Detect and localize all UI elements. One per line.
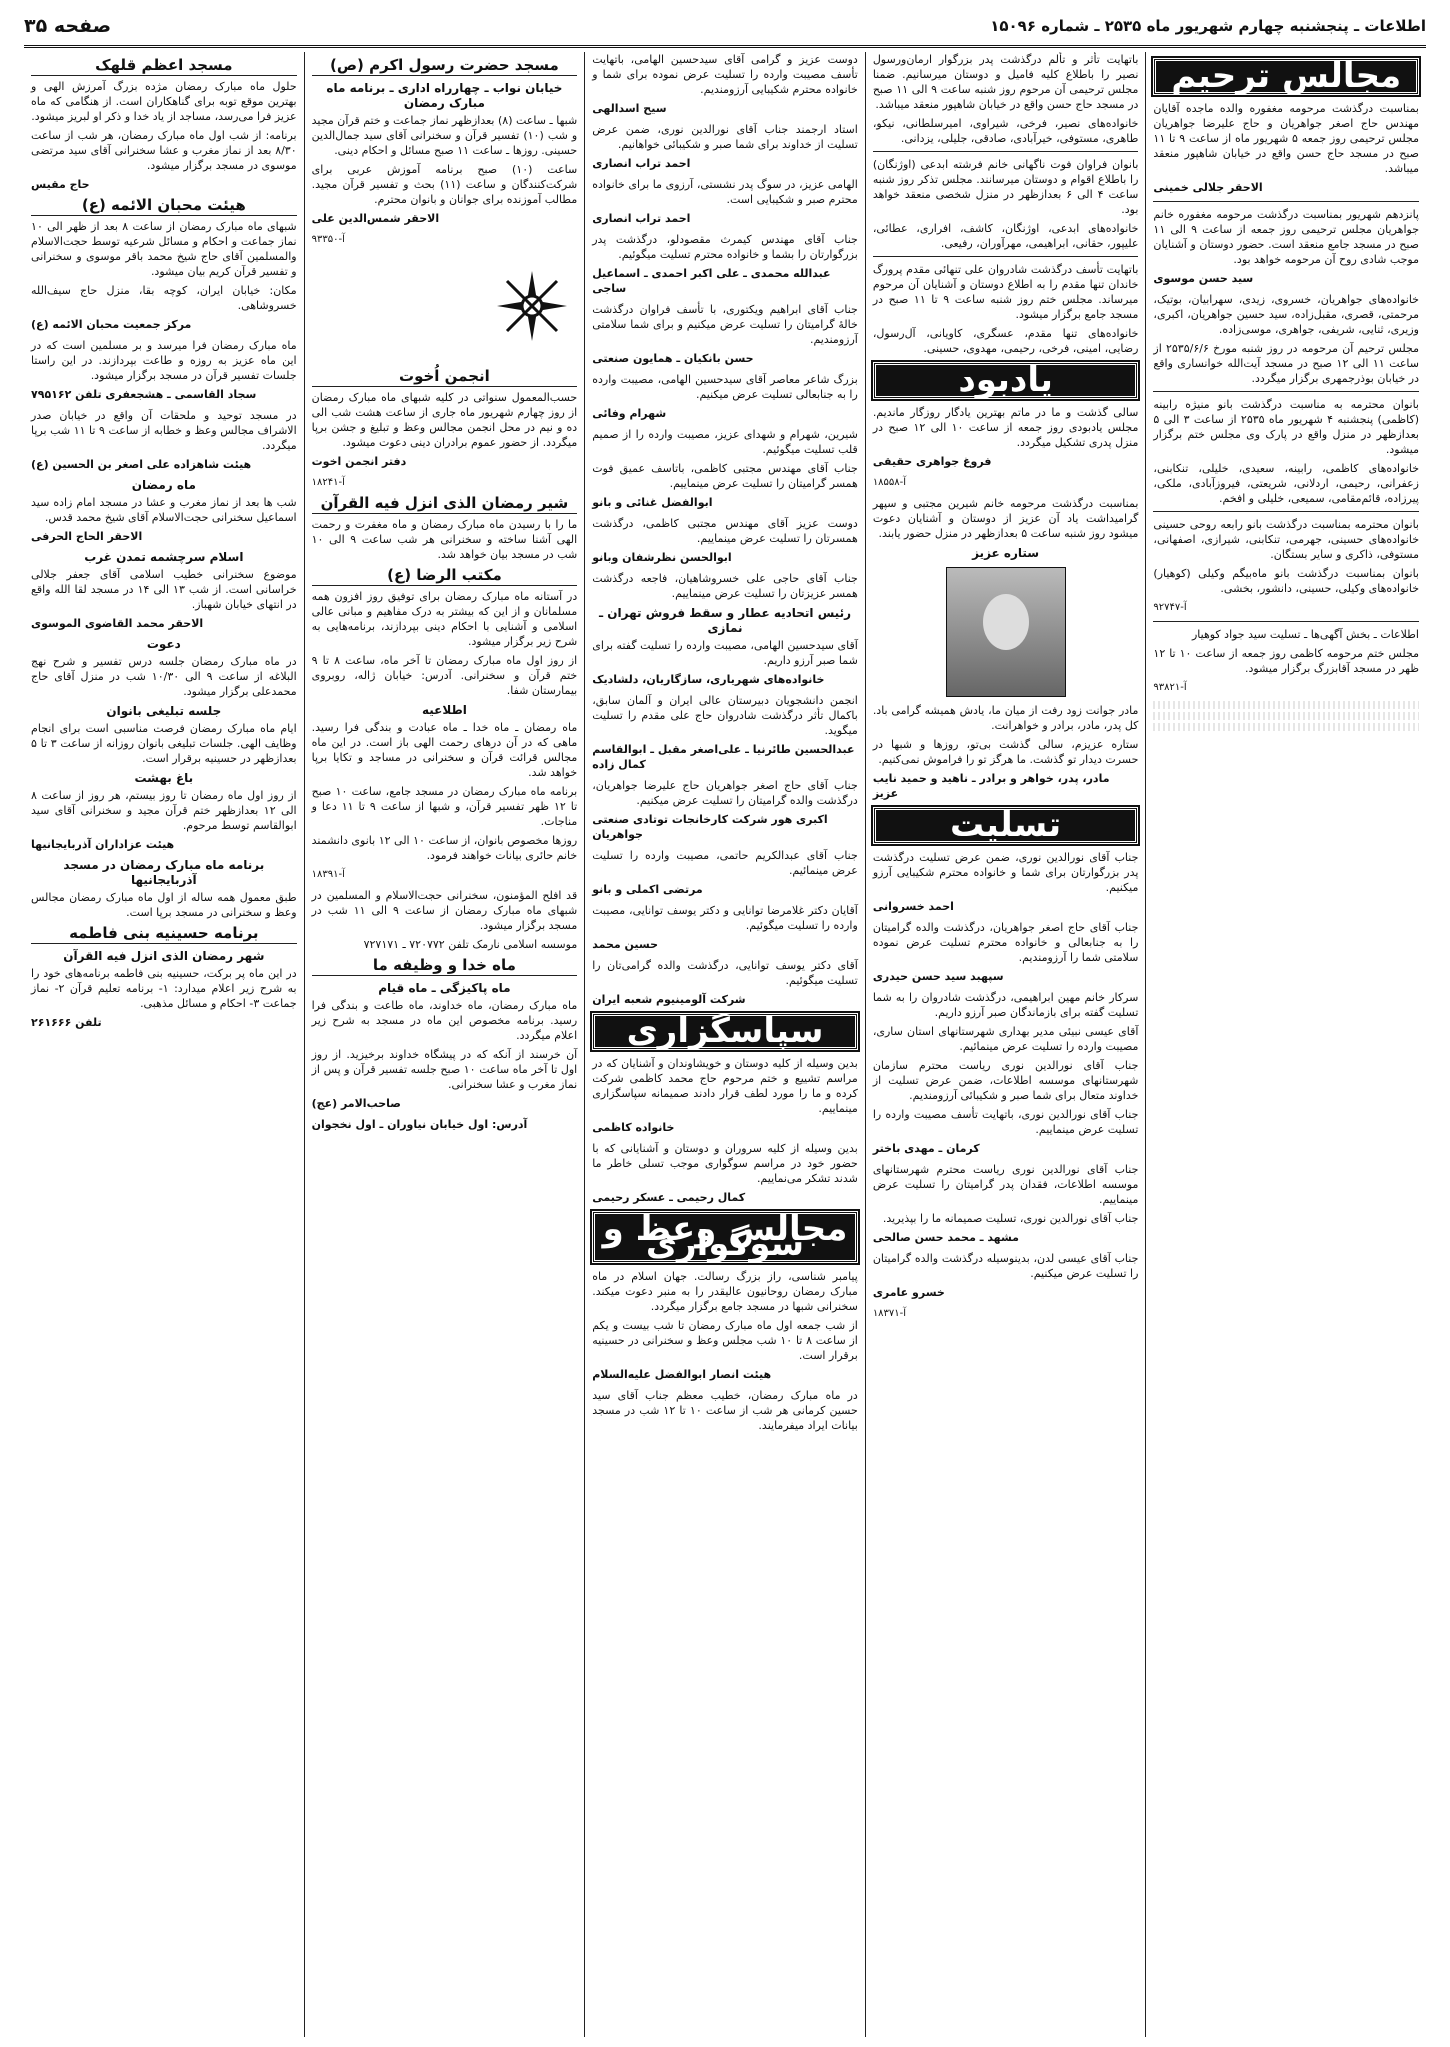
notice-text: مجلس ختم مرحومه کاظمی روز جمعه از ساعت ۱۰ تا ۱۲ ظهر در مسجد آقابزرگ برگزار میشود. [1153, 647, 1419, 675]
column-1 [1145, 52, 1426, 2037]
notice-heading: اطلاعیه [421, 703, 467, 717]
notice-text: الهامی عزیز، در سوگ پدر نشستی، آرزوی ما برای خانواده محترم صبر و شکیبایی است. [592, 178, 858, 206]
notice-signature: هیئت انصار ابوالفضل علیه‌السلام [592, 1368, 772, 1381]
text-filler [1153, 723, 1419, 731]
notice-text: ماه مبارک رمضان فرا میرسد و بر مسلمین است که در این ماه عزیز به روزه و طاعت بپردازند. در این راستا جلسات تفسیر قرآن در مسجد برگزار میشود. [31, 339, 297, 382]
notice-text: در آستانه ماه مبارک رمضان برای توفیق روز افزون همه مسلمانان و از این که بیشتر به درک مفاهیم و مبانی عالی اسلامی و آشنایی با احکام دینی بپردازند، برنامه‌هایی به شرح زیر برگزار میشود. [311, 590, 578, 648]
notice-text: ما را با رسیدن ماه مبارک رمضان و ماه مغفرت و رحمت الهی آشنا ساخته و سخنرانی هر شب ساعت ۹ الی ۱۰ شب در مسجد بیان خواهد شد. [311, 518, 578, 561]
notice-text: جناب آقای عبدالکریم حاتمی، مصیبت وارده را تسلیت عرض مینمائیم. [592, 849, 858, 877]
section-heading: شیر رمضان الذی انزل فیه القرآن [312, 496, 578, 514]
ad-code: آ-۹۳۸۲۱ [1153, 682, 1187, 693]
notice-signature: سپهبد سید حسن حیدری [872, 970, 1004, 983]
notice-text: مکان: خیابان ایران، کوچه بقا، منزل حاج سیف‌الله خسروشاهی. [31, 284, 297, 312]
notice-heading: ماه پاکیزگی ـ ماه قیام [378, 981, 511, 995]
portrait-photo [946, 567, 1066, 697]
notice-text: طبق معمول همه ساله از اول ماه مبارک رمضان مجالس وعظ و سخنرانی در مسجد برپا است. [31, 891, 297, 919]
notice-signature: الاحقر محمد القاضوی الموسوی [31, 617, 204, 630]
divider [1153, 621, 1419, 622]
notice-signature: شهرام وفائی [592, 407, 667, 420]
section-heading: هیئت محبان الائمه (ع) [31, 198, 297, 216]
notice-text: خانواده‌های نصیر، فرخی، شیراوی، امیرسلطانی، نیکو، طاهری، مستوفی، خیرآبادی، صادقی، جلیلی، یزدانی. [872, 117, 1139, 145]
notice-text: از روز اول ماه مبارک رمضان تا آخر ماه، ساعت ۸ تا ۹ ختم قرآن و سخنرانی. آدرس: خیابان ژاله، روبروی بیمارستان شفا. [311, 654, 578, 697]
notice-text: مادر جوانت زود رفت از میان ما، یادش همیشه گرامی باد. کل پدر، مادر، برادر و خواهرانت. [872, 704, 1139, 732]
divider [1153, 391, 1419, 392]
notice-text: شب ها بعد از نماز مغرب و عشا در مسجد امام زاده سید اسماعیل سخنرانی حجت‌الاسلام آقای شیخ محمد قدس. [31, 496, 297, 524]
column-3 [584, 52, 865, 2037]
notice-signature: عبدالحسین طائرنیا ـ علی‌اصغر مقبل ـ ابوالقاسم کمال زاده [592, 743, 855, 771]
notice-text: جناب آقای نورالدین نوری ریاست محترم سازمان شهرستانهای موسسه اطلاعات، ضمن عرض تسلیت از خداوند متعال برای شما صبر و شکیبائی آرزومندیم. [872, 1059, 1139, 1102]
notice-signature: آدرس: اول خیابان نیاوران ـ اول نخجوان [311, 1118, 528, 1131]
notice-heading: خیابان نواب ـ چهارراه اداری ـ برنامه ماه مبارک رمضان [326, 81, 563, 110]
notice-text: آقایان دکتر غلامرضا توانایی و دکتر یوسف توانایی، مصیبت وارده را تسلیت میگوئیم. [592, 904, 858, 932]
section-banner-condolence: تسلیت [873, 807, 1139, 844]
notice-text: جناب آقای حاجی علی خسروشاهیان، فاجعه درگذشت همسر عزیزتان را تسلیت عرض مینماییم. [592, 572, 858, 600]
issue-info: اطلاعات ـ پنجشنبه چهارم شهریور ماه ۲۵۳۵ ـ شماره ۱۵۰۹۶ [990, 16, 1426, 35]
notice-text: خانواده‌های کاظمی، رابینه، سعیدی، خلیلی، تنکابنی، زعفرانی، رحیمی، اردلانی، شریعتی، فیروزآبادی، ملکی، پیرزاده، قائم‌مقامی، سمیعی، خلیلی و افخم. [1153, 462, 1419, 505]
column-4 [304, 52, 585, 2037]
notice-heading: جلسه تبلیغی بانوان [106, 704, 222, 718]
notice-text: در ماه مبارک رمضان جلسه درس تفسیر و شرح نهج البلاغه از ساعت ۹ الی ۱۰/۳۰ شب در منزل آقای حاج محمدعلی برگزار میشود. [31, 655, 297, 698]
notice-signature: حسن بانکیان ـ همایون صنعتی [592, 352, 754, 365]
notice-text: باتهایت تأسف درگذشت شادروان علی تنهائی مقدم پرورگ خاندان تنها مقدم را به اطلاع دوستان و آشنایان آن مرحوم میرساند. مجلس ختم روز شنبه ساعت ۹ تا ۱۱ صبح در مسجد جامع برگزار میشود. [872, 263, 1139, 321]
section-banner-memorial: مجالس ترحیم [1153, 58, 1419, 95]
section-banner-gratitude: سپاسگزاری [592, 1013, 858, 1050]
notice-text: باتهایت تأثر و تألم درگذشت پدر بزرگوار ارمان‌ورسول نصیر را باطلاع کلیه فامیل و دوستان میرسانیم. ضمنا مجلس ترحیمی آن مرحوم روز شنبه ساعت ۹ الی ۱۱ صبح در مسجد حاج حسن واقع در خیابان شاهپور منعقد میباشد. [872, 53, 1139, 111]
notice-signature: مرتضی اکملی و بانو [592, 883, 703, 896]
notice-text: در ماه مبارک رمضان، خطیب معظم جناب آقای سید حسین کرمانی هر شب از ساعت ۱۰ تا ۱۲ شب در مسجد بیانات ایراد میفرمایند. [592, 1389, 858, 1432]
notice-text: حلول ماه مبارک رمضان مژده بزرگ آمرزش الهی و بهترین موقع توبه برای گناهکاران است. از هنگامی که ماه عزیز فرا می‌رسد، مساجد از یاد خدا و ذکر او لبریز میشود. [31, 80, 297, 123]
notice-text: دوست عزیز آقای مهندس مجتبی کاظمی، درگذشت همسرتان را تسلیت عرض مینماییم. [592, 517, 858, 545]
divider [1153, 511, 1419, 512]
notice-text: بدین وسیله از کلیه سروران و دوستان و آشنایانی که با حضور خود در مراسم سوگواری موجب تسلی خاطر ما شدند تشکر می‌نماییم. [592, 1142, 858, 1185]
notice-heading: اسلام سرچشمه تمدن غرب [84, 550, 244, 564]
notice-text: جناب آقای مهندس مجتبی کاظمی، باتاسف عمیق فوت همسر گرامیتان را تسلیت عرض مینماییم. [592, 462, 858, 490]
notice-text: جناب آقای نورالدین نوری، تسلیت صمیمانه ما را بپذیرید. [882, 1212, 1139, 1225]
text-filler [1153, 701, 1419, 709]
column-5 [24, 52, 304, 2037]
notice-text: بانوان بمناسبت درگذشت بانو ماه‌بیگم وکیلی (کوهیار) خانواده‌های وکیلی، حسینی، دانشور، بخشی. [1153, 567, 1419, 595]
masthead [24, 12, 1426, 48]
notice-signature: احمد تراب انصاری [592, 157, 691, 170]
notice-text: قد افلح المؤمنون، سخنرانی حجت‌الاسلام و المسلمین در شبهای ماه مبارک رمضان از ساعت ۹ الی ۱۱ شب در مسجد برگزار میشود. [311, 889, 578, 932]
notice-heading: رئیس اتحادیه عطار و سقط فروش تهران ـ نمازی [599, 606, 851, 635]
notice-text: جناب آقای مهندس کیمرث مقصودلو، درگذشت پدر بزرگوارتان را بشما و خانواده محترم تسلیت میگوئیم. [592, 233, 858, 261]
columns [24, 52, 1426, 2037]
notice-signature: حاج مقیس [31, 178, 90, 191]
notice-heading: شهر رمضان الذی انزل فیه القرآن [63, 949, 265, 963]
notice-text: آقای عیسی نبیئی مدیر بهداری شهرستانهای استان ساری، مصیبت وارده را تسلیت عرض مینمائیم. [872, 1025, 1139, 1053]
ad-code: آ-۱۸۳۷۱ [872, 1308, 907, 1319]
notice-text: بدین وسیله از کلیه دوستان و خویشاوندان و آشنایان که در مراسم تشییع و ختم مرحوم حاج محمد کاظمی شرکت کرده و ما را مورد لطف قرار دادند صمیمانه سپاسگزاری مینماییم. [592, 1057, 858, 1115]
notice-text: خانواده‌های تنها مقدم، عسگری، کاویانی، آل‌رسول، رضایی، امینی، فرخی، رحیمی، مهدوی، حسینی. [872, 327, 1139, 355]
section-heading: مکتب الرضا (ع) [312, 568, 578, 586]
notice-text: در مسجد توحید و ملحقات آن واقع در خیابان صدر الاشراف مجالس وعظ و خطابه از ساعت ۹ تا ۱۱ شب برپا میگردد. [31, 409, 297, 452]
section-heading: مسجد اعظم قلهک [31, 58, 297, 76]
notice-signature: سید حسن موسوی [1153, 272, 1254, 285]
ad-code: آ-۹۳۳۵۰ [311, 234, 345, 245]
notice-signature: سیح اسدالهی [592, 102, 667, 115]
notice-signature: ابوالحسن نظرشفان وبانو [592, 551, 732, 564]
notice-text: جناب آقای نورالدین نوری، ضمن عرض تسلیت درگذشت پدر بزرگوارتان برای شما و خانواده محترم شکیبایی آرزو میکنیم. [872, 851, 1139, 894]
notice-signature: الاحقر جلالی خمینی [1153, 181, 1263, 194]
notice-text: بانوان محترمه به مناسبت درگذشت بانو منیژه رابینه (کاظمی) پنجشنبه ۴ شهریور ماه ۲۵۳۵ از ساعت ۳ الی ۵ بعدازظهر در منزل واقع در پارک وی مجلس ختم برگزار میشود. [1153, 398, 1419, 456]
notice-signature: هیئت شاهزاده علی اصغر بن الحسین (ع) [31, 458, 252, 471]
notice-text: شبها ـ ساعت (۸) بعدازظهر نماز جماعت و ختم قرآن مجید و شب (۱۰) تفسیر قرآن و سخنرانی آقای سید جمال‌الدین حسینی. روزها ـ ساعت ۱۱ صبح مسائل و احکام دینی. [311, 114, 578, 157]
notice-text: ماه رمضان ـ ماه خدا ـ ماه عبادت و بندگی فرا رسید. ماهی که در آن درهای رحمت الهی باز است. در این ماه مجالس قرائت قرآن و سخنرانی در مساجد و تکایا برپا خواهد شد. [311, 721, 578, 779]
notice-text: دوست عزیز و گرامی آقای سیدحسین الهامی، باتهایت تأسف مصیبت وارده را تسلیت عرض نموده برای شما و خانواده محترم شکیبایی آرزومندیم. [592, 53, 858, 96]
notice-text: ایام ماه مبارک رمضان فرصت مناسبی است برای انجام وظایف الهی. جلسات تبلیغی بانوان روزانه از ساعت ۳ تا ۵ بعدازظهر در حسینیه برقرار است. [31, 722, 297, 765]
notice-text: پیامبر شناسی، راز بزرگ رسالت. جهان اسلام در ماه مبارک رمضان روحانیون عالیقدر را به منبر دعوت میکند. سخنرانی شبها در مسجد جامع برگزار میگردد. [592, 1270, 858, 1313]
notice-text: ساعت (۱۰) صبح برنامه آموزش عربی برای شرکت‌کنندگان و ساعت (۱۱) بحث و تفسیر قرآن مجید. مطالب آموزنده برای جوانان و بانوان محترم. [311, 163, 578, 206]
notice-text: از شب جمعه اول ماه مبارک رمضان تا شب بیست و یکم از ساعت ۸ تا ۱۰ شب مجلس وعظ و سخنرانی در حسینیه برقرار است. [592, 1319, 858, 1362]
notice-text: آقای سیدحسین الهامی، مصیبت وارده را تسلیت گفته برای شما صبر آرزو داریم. [592, 639, 858, 667]
section-heading: برنامه حسینیه بنی فاطمه [31, 926, 297, 944]
notice-text: انجمن دانشجویان دبیرستان عالی ایران و آلمان سابق، باکمال تأثر درگذشت شادروان حاج علی مقدم را تسلیت میگوید. [592, 694, 858, 737]
notice-signature: احمد تراب انصاری [592, 212, 691, 225]
notice-signature: کرمان ـ مهدی باختر [872, 1142, 980, 1155]
notice-text: از روز اول ماه رمضان تا روز بیستم، هر روز از ساعت ۸ الی ۱۲ بعدازظهر ختم قرآن مجید و سخنرانی آقای سید ابوالقاسم توسط مرحوم. [31, 789, 297, 832]
notice-signature: ابوالفضل غنائی و بانو [592, 496, 713, 509]
notice-text: در این ماه پر برکت، حسینیه بنی فاطمه برنامه‌های خود را به شرح زیر اعلام میدارد: ۱- برنامه تعلیم قرآن ۲- نماز جماعت ۳- احکام و مسائل مذهبی. [31, 967, 297, 1010]
page-number: صفحه ۳۵ [24, 14, 112, 37]
notice-text: شیرین، شهرام و شهدای عزیز، مصیبت وارده را از صمیم قلب تسلیت میگوئیم. [592, 428, 858, 456]
notice-text: شبهای ماه مبارک رمضان از ساعت ۸ بعد از ظهر الی ۱۰ نماز جماعت و احکام و مسائل شرعیه توسط حجت‌الاسلام والمسلمین آقای حاج شیخ محمد باقر موسوی و سخنرانی و تفسیر قرآن کریم بیان میشود. [31, 220, 297, 278]
notice-text: سرکار خانم مهین ابراهیمی، درگذشت شادروان را به شما تسلیت گفته برای بازماندگان صبر آرزو داریم. [872, 991, 1139, 1019]
notice-text: جناب آقای عیسی لدن، بدینوسیله درگذشت والده گرامیتان را تسلیت عرض میکنیم. [872, 1252, 1139, 1280]
notice-text: حسب‌المعمول سنواتی در کلیه شبهای ماه مبارک رمضان از روز چهارم شهریور ماه جاری از ساعت هشت شب الی ده و نیم در محل انجمن مجالس وعظ و تبلیغ و جشن برپا میگردد. از حضور عموم برادران دینی دعوت میشود. [311, 391, 578, 449]
text-filler [1153, 712, 1419, 720]
notice-signature: اکبری هور شرکت کارخانجات توتادی صنعتی جواهریان [592, 813, 828, 841]
notice-text: اطلاعات ـ بخش آگهی‌ها ـ تسلیت سید جواد کوهیار [1191, 628, 1419, 641]
notice-text: بانوان محترمه بمناسبت درگذشت بانو رابعه روحی حسینی خانواده‌های حسینی، جهرمی، تنکابنی، شیرازی، اصفهانی، مستوفی، ذاکری و سایر بستگان. [1153, 518, 1419, 561]
notice-signature: شرکت آلومینیوم شعبه ایران [592, 993, 746, 1006]
notice-text: موضوع سخنرانی خطیب اسلامی آقای جعفر جلالی خراسانی است. از شب ۱۳ الی ۱۴ در مسجد لقا الله واقع در انتهای خیابان شهباز. [31, 568, 297, 611]
notice-signature: صاحب‌الامر (عج) [311, 1097, 401, 1110]
section-heading: مسجد حضرت رسول اکرم (ص) [312, 58, 578, 76]
ad-code: آ-۱۸۲۴۱ [311, 477, 345, 488]
notice-text: آن خرسند از آنکه که در پیشگاه خداوند برخیزید. از روز اول تا آخر ماه ساعت ۱۰ صبح جلسه تفسیر قرآن و پس از نماز مغرب و عشا سخنرانی. [311, 1048, 578, 1091]
notice-signature: مادر، پدر، خواهر و برادر ـ ناهید و حمید نایب عزیز [872, 772, 1110, 800]
section-heading: انجمن اُخوت [312, 369, 578, 387]
notice-text: استاد ارجمند جناب آقای نورالدین نوری، ضمن عرض تسلیت از خداوند برای شما صبر و شکیبائی خواهانیم. [592, 123, 858, 151]
notice-text: روزها مخصوص بانوان، از ساعت ۱۰ الی ۱۲ بانوی دانشمند خانم حائری بیانات خواهند فرمود. [311, 834, 578, 862]
notice-text: جناب آقای ابراهیم ویکتوری، با تأسف فراوان درگذشت خالهٔ گرامیتان را تسلیت عرض میکنیم و برای شما سلامتی آرزومندیم. [592, 303, 858, 346]
emblem-icon [487, 261, 577, 351]
ad-code: آ-۹۲۷۴۷ [1153, 602, 1187, 613]
notice-text: جناب آقای حاج اصغر جواهریان، درگذشت والده گرامیتان را به جنابعالی و خانواده محترم تسلیت عرض نموده سلامتی شما را آرزومندیم. [872, 921, 1139, 964]
notice-text: برنامه: از شب اول ماه مبارک رمضان، هر شب از ساعت ۸/۳۰ بعد از نماز مغرب و عشا سخنرانی آقای سید مرتضی موسوی در مسجد برگزار میشود. [31, 129, 297, 172]
notice-text: جناب آقای نورالدین نوری ریاست محترم شهرستانهای موسسه اطلاعات، فقدان پدر گرامیتان را تسلیت عرض مینماییم. [872, 1163, 1139, 1206]
notice-text: بانوان فراوان فوت ناگهانی خانم فرشته ابدعی (اوژنگان) را باطلاع اقوام و دوستان میرسانند. مجلس تذکر روز شنبه ساعت ۴ الی ۶ بعدازظهر در منزل شخصی منعقد خواهد بود. [872, 158, 1139, 216]
notice-signature: هیئت عزاداران آذربایجانیها [31, 838, 175, 851]
notice-text: خانواده‌های جواهریان، خسروی، زیدی، سهرابیان، بوتیک، مرحمتی، قصری، مقبل‌زاده، سید حسین جواهریان، اکبری، وزیری، ثنایی، شریفی، جواهری، موسی‌زاده. [1153, 293, 1419, 336]
ad-code: آ-۱۸۳۹۱ [311, 869, 345, 880]
notice-text: موسسه اسلامی نارمک تلفن ۷۲۰۷۷۲ ـ ۷۲۷۱۷۱ [363, 938, 578, 951]
notice-signature: عبدالله محمدی ـ علی اکبر احمدی ـ اسماعیل ساجی [592, 267, 831, 295]
notice-text: بمناسبت درگذشت مرحومه خانم شیرین مجتبی و سپهر گرامیداشت یاد آن عزیز از دوستان و آشنایان دعوت میشود روز شنبه ساعت ۵ بعدازظهر در منزل حضور یابند. [872, 497, 1139, 540]
notice-signature: فروغ جواهری حقیقی [872, 455, 992, 468]
notice-text: جناب آقای نورالدین نوری، باتهایت تأسف مصیبت وارده را تسلیت عرض مینماییم. [872, 1108, 1139, 1136]
notice-signature: دفتر انجمن اخوت [311, 455, 407, 468]
section-banner-sermons: مجالس وعظ و سوگواری [592, 1211, 858, 1263]
section-banner-remembrance: یادبود [873, 362, 1139, 399]
ad-code: آ-۱۸۵۵۸ [872, 477, 907, 488]
divider [873, 256, 1139, 257]
notice-text: خانواده‌های ابدعی، اوژنگان، کاشف، افراری، عطائی، علیپور، حقانی، ابراهیمی، مهرآوران، رفیعی. [872, 222, 1139, 250]
notice-signature: الاحقر شمس‌الدین علی [311, 212, 440, 225]
notice-text: جناب آقای حاج اصغر جواهریان حاج علیرضا جواهریان، درگذشت والده گرامیتان را تسلیت عرض میکنیم. [592, 779, 858, 807]
notice-text: پانزدهم شهریور بمناسبت درگذشت مرحومه مغفوره خانم جواهریان مجلس ترحیمی روز جمعه از ساعت ۹ الی ۱۱ صبح در مسجد جامع منعقد است. حضور دوستان و آشنایان موجب شادی روح آن مرحومه خواهد بود. [1153, 208, 1419, 266]
notice-heading: برنامه ماه مبارک رمضان در مسجد آذربایجانیها [63, 858, 265, 887]
notice-signature: احمد خسروانی [872, 900, 954, 913]
notice-signature: کمال رحیمی ـ عسکر رحیمی [592, 1191, 746, 1204]
notice-heading: ماه رمضان [131, 478, 196, 492]
column-2 [865, 52, 1146, 2037]
notice-text: ماه مبارک رمضان، ماه خداوند، ماه طاعت و بندگی فرا رسید. برنامه مخصوص این ماه در مسجد به شرح زیر اعلام میگردد. [311, 999, 578, 1042]
notice-signature: مشهد ـ محمد حسن صالحی [872, 1231, 1019, 1244]
notice-text: آقای دکتر یوسف توانایی، درگذشت والده گرامی‌تان را تسلیت میگوئیم. [592, 959, 858, 987]
notice-heading: ستاره عزیز [972, 546, 1040, 560]
notice-signature: مرکز جمعیت محبان الائمه (ع) [31, 318, 192, 331]
section-heading: ماه خدا و وظیفه ما [312, 958, 578, 976]
notice-text: برنامه ماه مبارک رمضان در مسجد جامع، ساعت ۱۰ صبح تا ۱۲ ظهر تفسیر قرآن، و شبها از ساعت ۹ تا ۱۱ دعا و مناجات. [311, 785, 578, 828]
notice-heading: دعوت [146, 637, 181, 651]
notice-signature: خانواده کاظمی [592, 1121, 675, 1134]
divider [1153, 201, 1419, 202]
notice-text: ستاره عزیزم، سالی گذشت بی‌تو، روزها و شبها در حسرت دیدار تو گذشت. ما هرگز تو را فراموش نمی‌کنیم. [872, 738, 1139, 766]
notice-signature: الاحقر الحاج الحرفی [31, 530, 143, 543]
notice-signature: تلفن ۲۶۱۶۶۶ [31, 1016, 102, 1029]
notice-text: سالی گذشت و ما در ماتم بهترین یادگار روزگار ماندیم. مجلس یادبودی روز جمعه از ساعت ۱۰ الی ۱۲ صبح در منزل پدری تشکیل میگردد. [872, 406, 1139, 449]
notice-heading: باغ بهشت [134, 771, 194, 785]
notice-signature: سجاد القاسمی ـ هشجعفری تلفن ۷۹۵۱۶۲ [31, 388, 257, 401]
divider [873, 151, 1139, 152]
notice-signature: خانواده‌های شهریاری، سازگاریان، دلشادیک [592, 673, 825, 686]
notice-signature: خسرو عامری [872, 1286, 945, 1299]
notice-text: بمناسبت درگذشت مرحومه مغفوره والده ماجده آقایان مهندس حاج اصغر جواهریان و حاج علیرضا جواهریان مجلس ترحیمی روز جمعه ۵ شهریور ماه از ساعت ۹ تا ۱۱ صبح در مسجد حاج حسن واقع در خیابان شاهپور منعقد میباشد. [1153, 102, 1419, 175]
notice-signature: حسین محمد [592, 938, 659, 951]
notice-text: مجلس ترحیم آن مرحومه در روز شنبه مورخ ۲۵۳۵/۶/۶ از ساعت ۱۱ الی ۱۲ صبح در مسجد آیت‌الله خوانساری واقع در خیابان بوذرجمهری برگزار میگردد. [1153, 342, 1419, 385]
notice-text: بزرگ شاعر معاصر آقای سیدحسین الهامی، مصیبت وارده را به جنابعالی تسلیت عرض میکنیم. [592, 373, 858, 401]
